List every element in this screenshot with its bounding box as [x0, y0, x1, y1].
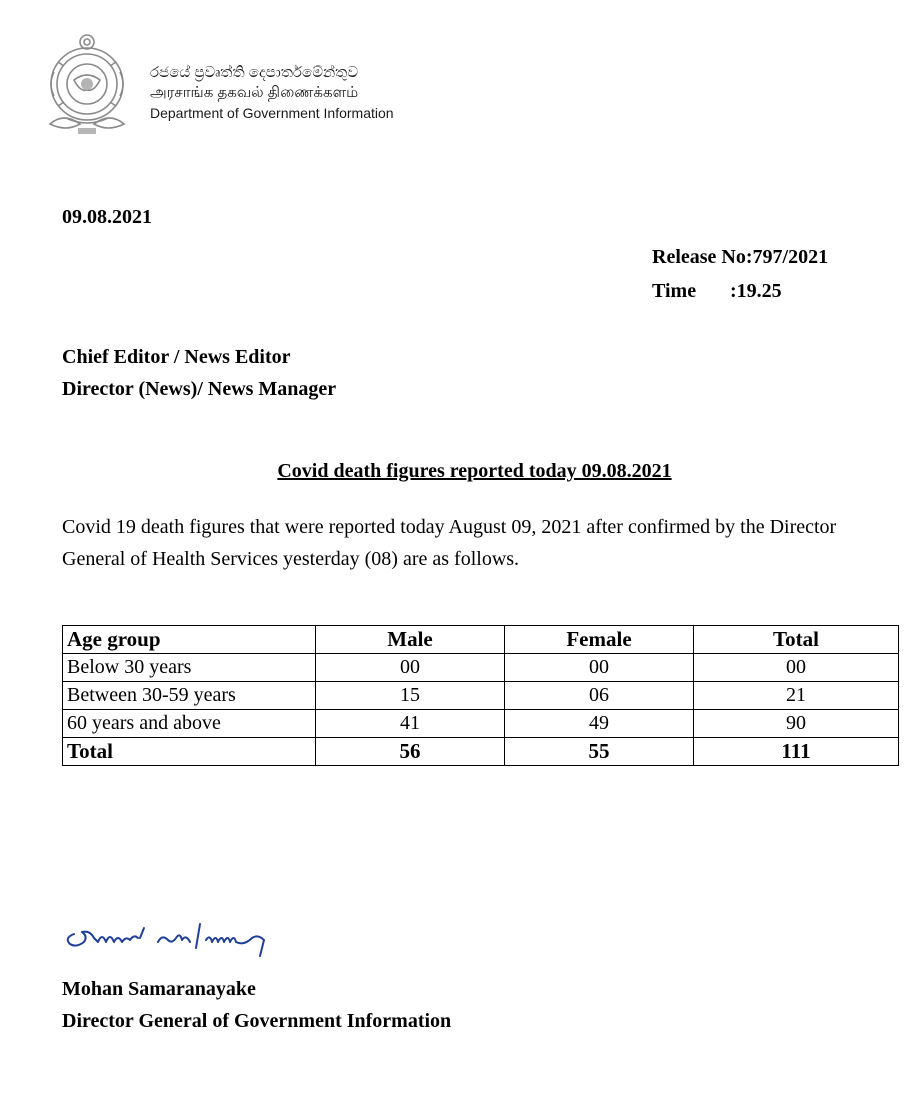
release-time: [652, 274, 828, 308]
subject-text: Covid death figures reported today 09.08.2021: [277, 460, 672, 482]
government-emblem-icon: [44, 32, 130, 136]
cell-total-female: 55: [505, 738, 694, 766]
release-time-label: Time: [652, 280, 697, 302]
header-male: Male: [316, 626, 505, 654]
header-total: Total: [694, 626, 899, 654]
recipient-line: Chief Editor / News Editor: [62, 346, 291, 368]
death-figures-table: [62, 625, 899, 766]
cell-female: 06: [505, 682, 694, 710]
recipients: [62, 341, 336, 405]
table-row: [63, 682, 899, 710]
cell-male: 41: [316, 710, 505, 738]
dept-name-english: Department of Government Information: [150, 105, 394, 121]
table-row: [63, 710, 899, 738]
signer-block: [62, 973, 451, 1037]
handwritten-signature: [60, 912, 310, 962]
table-row: [63, 654, 899, 682]
cell-male: 15: [316, 682, 505, 710]
release-number: Release No:797/2021: [652, 246, 829, 268]
cell-female: 49: [505, 710, 694, 738]
body-paragraph: Covid 19 death figures that were reported today August 09, 2021 after confirmed by the Director General of Health Services yesterday (08) are as follows.: [62, 516, 837, 570]
recipient-line: Director (News)/ News Manager: [62, 378, 337, 400]
subject-heading: [0, 460, 911, 483]
release-info: [652, 240, 828, 308]
table-total-row: [63, 738, 899, 766]
cell-age-group: Between 30-59 years: [63, 682, 316, 710]
cell-total-male: 56: [316, 738, 505, 766]
cell-age-group: 60 years and above: [63, 710, 316, 738]
department-names: [150, 63, 394, 123]
cell-total: 90: [694, 710, 899, 738]
signer-name: Mohan Samaranayake: [62, 978, 256, 1000]
cell-total-label: Total: [63, 738, 316, 766]
cell-male: 00: [316, 654, 505, 682]
release-date: 09.08.2021: [62, 206, 152, 228]
dept-name-tamil: அரசாங்க தகவல் திணைக்களம்: [150, 84, 359, 101]
dept-name-sinhala: රජයේ ප්‍රවෘත්ති දෙපාර්තමේන්තුව: [150, 64, 359, 81]
header-age-group: Age group: [63, 626, 316, 654]
cell-age-group: Below 30 years: [63, 654, 316, 682]
header-female: Female: [505, 626, 694, 654]
table-header-row: [63, 626, 899, 654]
cell-total-all: 111: [694, 738, 899, 766]
cell-female: 00: [505, 654, 694, 682]
cell-total: 21: [694, 682, 899, 710]
cell-total: 00: [694, 654, 899, 682]
signer-title: Director General of Government Information: [62, 1010, 452, 1032]
release-time-value: :19.25: [730, 280, 782, 302]
